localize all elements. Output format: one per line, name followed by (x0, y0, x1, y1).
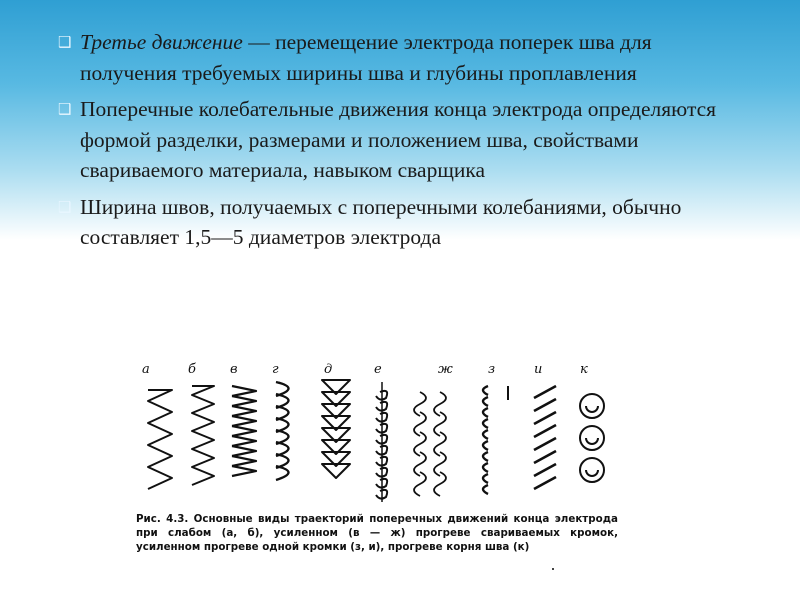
trajectory-hatch (534, 477, 556, 489)
paragraph-text: — перемещение электрода поперек шва для получения требуемых ширины шва и глубины проплавления (80, 30, 652, 85)
bullet-paragraph-1 (58, 27, 748, 88)
trajectory-zigzag (148, 390, 172, 489)
bullet-paragraph-2 (58, 94, 748, 186)
trajectory-hatch (534, 451, 556, 463)
trajectory-zigzag-narrow (192, 386, 214, 485)
figure-caption: Рис. 4.3. Основные виды траекторий поперечных движений конца электрода при слабом (а, б), усиленном (в — ж) прогреве свариваемых кромок, усиленном прогреве одной кромки (з, и), прогреве корня шва (к) (136, 513, 618, 553)
trajectory-hatch (534, 399, 556, 411)
bullet-icon: ❑ (58, 100, 72, 118)
trajectory-chevron (232, 466, 256, 476)
trajectory-curve (483, 485, 488, 494)
trajectory-hatch (534, 386, 556, 398)
trajectory-chevron (232, 446, 256, 456)
figure-letter: и (534, 362, 543, 377)
bullet-paragraph-3 (58, 192, 748, 253)
trajectory-curve (483, 474, 488, 483)
trajectory-spiral (580, 394, 604, 418)
trajectory-chevron (232, 396, 256, 406)
trajectory-drawings (136, 352, 618, 512)
trajectory-chevron (232, 426, 256, 436)
text-content (58, 27, 748, 259)
trajectory-hatch (534, 425, 556, 437)
trajectory-hatch (534, 464, 556, 476)
figure-letter: е (374, 362, 382, 377)
small-dot (552, 568, 554, 570)
figure-letter: з (488, 362, 496, 377)
trajectory-curve (483, 441, 488, 450)
bullet-icon: ❑ (58, 33, 72, 51)
trajectory-figure (136, 352, 618, 582)
trajectory-curve (483, 397, 488, 406)
trajectory-hatch (534, 412, 556, 424)
trajectory-chevron (232, 436, 256, 446)
emphasis-text: Третье движение (80, 30, 243, 54)
trajectory-curve (483, 386, 488, 395)
trajectory-chevron (232, 406, 256, 416)
trajectory-spiral (580, 458, 604, 482)
trajectory-spiral (580, 426, 604, 450)
trajectory-hatch (534, 438, 556, 450)
paragraph-text: Поперечные колебательные движения конца электрода определяются формой разделки, размерами и положением шва, свойствами свариваемого материала, навыком сварщика (80, 97, 717, 182)
trajectory-curve (483, 463, 488, 472)
paragraph-text: Ширина швов, получаемых с поперечными колебаниями, обычно составляет 1,5—5 диаметров электрода (80, 194, 682, 249)
figure-letter: к (580, 362, 588, 377)
trajectory-chevron (232, 416, 256, 426)
trajectory-chevron (232, 386, 256, 396)
trajectory-curve (483, 452, 488, 461)
figure-letter: г (272, 362, 279, 377)
trajectory-curve (483, 430, 488, 439)
trajectory-chevron (232, 456, 256, 466)
figure-letter: б (188, 362, 196, 377)
figure-letter: а (142, 362, 150, 377)
trajectory-curve (483, 408, 488, 417)
figure-letter: ж (438, 362, 453, 377)
bullet-icon: ❑ (58, 197, 72, 216)
trajectory-curve (483, 419, 488, 428)
figure-letter: в (230, 362, 238, 377)
figure-letter: д (324, 362, 333, 377)
